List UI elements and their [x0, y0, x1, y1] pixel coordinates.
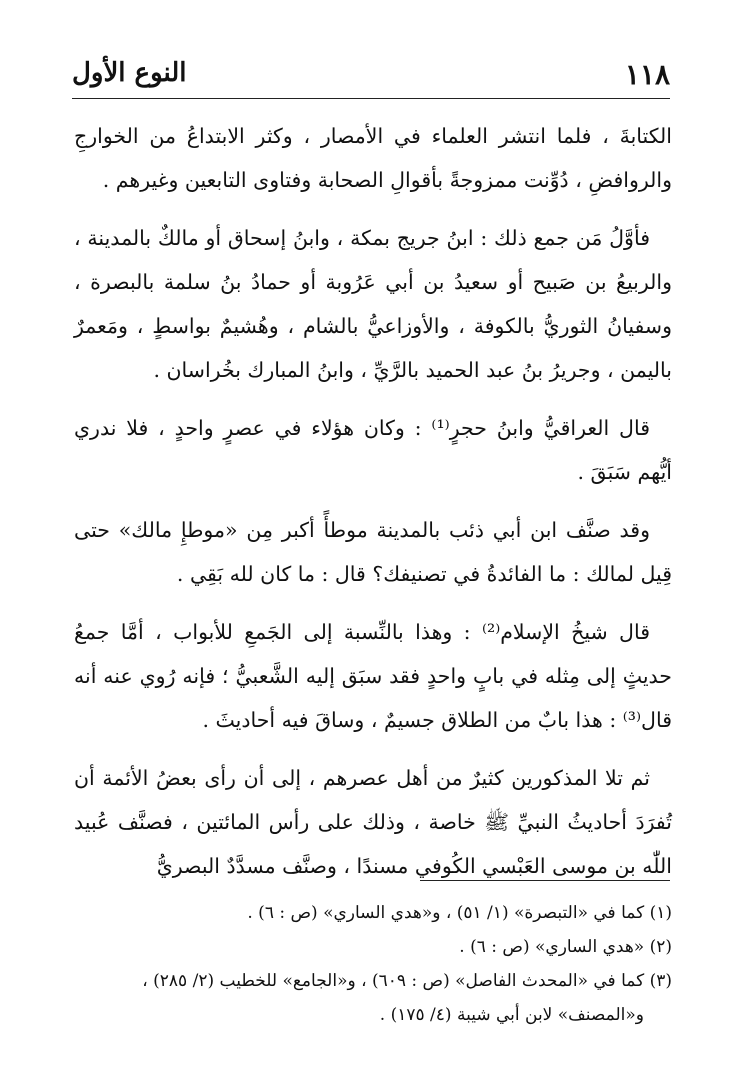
paragraph-4: وقد صنَّف ابن أبي ذئب بالمدينة موطأً أكبر مِن «موطإِ مالك» حتى قِيل لمالك : ما الفائدةُ في تصنيفك؟ قال : ما كان لله بَقِي .	[74, 518, 672, 586]
page-number: ١١٨	[624, 58, 670, 91]
main-text	[74, 114, 672, 902]
paragraph-3: قال العراقيُّ وابنُ حجرٍ⁽¹⁾ : وكان هؤلاء في عصرٍ واحدٍ ، فلا ندري أيُّهم سَبَقَ .	[74, 416, 672, 484]
footnote-3: (٣) كما في «المحدث الفاصل» (ص : ٦٠٩) ، و«الجامع» للخطيب (٢/ ٢٨٥) ،	[142, 971, 672, 991]
paragraph-1: الكتابةَ ، فلما انتشر العلماء في الأمصار ، وكثر الابتداعُ من الخوارجِ والروافضِ ، دُوِّنت ممزوجةً بأقوالِ الصحابة وفتاوى التابعين وغيرهم .	[74, 124, 672, 192]
footnote-1: (١) كما في «التبصرة» (١/ ٥١) ، و«هدي الساري» (ص : ٦) .	[247, 903, 672, 923]
footnote-2: (٢) «هدي الساري» (ص : ٦) .	[459, 937, 672, 957]
footnote-divider	[420, 880, 670, 881]
paragraph-2: فأوَّلُ مَن جمع ذلك : ابنُ جريج بمكة ، وابنُ إسحاق أو مالكٌ بالمدينة ، والربيعُ بن صَبيح أو سعيدُ بن أبي عَرُوبة أو حمادُ بنُ سلمة بالبصرة ، وسفيانُ الثوريُّ بالكوفة ، والأوزاعيُّ بالشام ، وهُشيمٌ بواسطٍ ، ومَعمرٌ باليمن ، وجريرُ بنُ عبد الحميد بالرَّيِّ ، وابنُ المبارك بخُراسان .	[74, 226, 672, 382]
footnote-3-continued: و«المصنف» لابن أبي شيبة (٤/ ١٧٥) .	[379, 1005, 644, 1025]
paragraph-5: قال شيخُ الإسلام⁽²⁾ : وهذا بالنِّسبة إلى الجَمعِ للأبواب ، أمَّا جمعُ حديثٍ إلى مِثله في بابٍ واحدٍ فقد سبَق إليه الشَّعبيُّ ؛ فإنه رُوي عنه أنه قال⁽³⁾ : هذا بابٌ من الطلاق جسيمٌ ، وساقَ فيه أحاديثَ .	[74, 620, 672, 732]
paragraph-6: ثم تلا المذكورين كثيرٌ من أهل عصرهم ، إلى أن رأى بعضُ الأئمة أن تُفرَدَ أحاديثُ النبيِّ ﷺ خاصة ، وذلك على رأس المائتين ، فصنَّف عُبيد اللّٰه بن موسى العَبْسي الكُوفي مسندًا ، وصنَّف مسدَّدٌ البصريُّ	[74, 766, 672, 878]
running-title: النوع الأول	[72, 58, 187, 88]
footnotes	[74, 896, 672, 1032]
page-header	[72, 52, 670, 99]
